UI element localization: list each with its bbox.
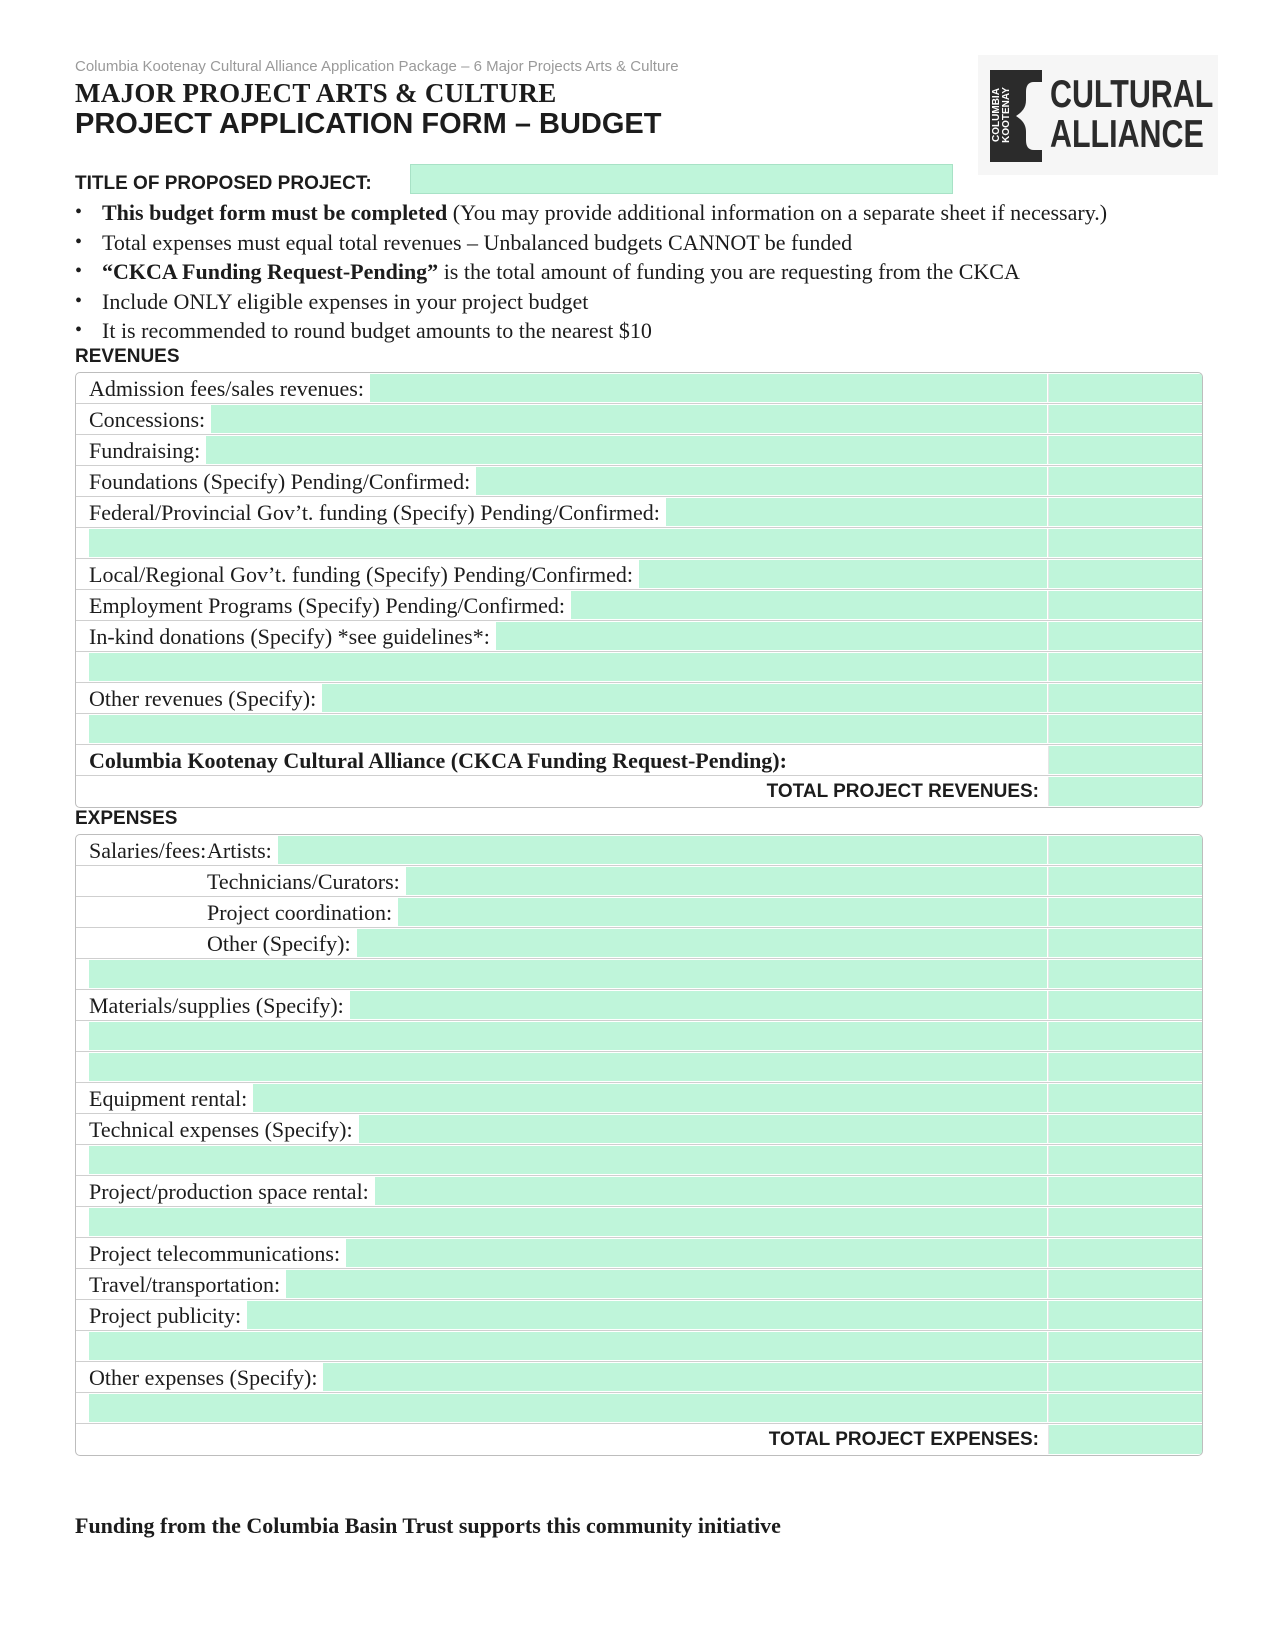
expense-label: Project/production space rental: bbox=[89, 1179, 369, 1204]
expense-label: Equipment rental: bbox=[89, 1086, 248, 1111]
total-revenues-row bbox=[76, 776, 1202, 807]
revenue-detail-input[interactable] bbox=[211, 405, 1047, 433]
revenue-row bbox=[76, 590, 1202, 621]
expense-row bbox=[76, 1176, 1202, 1207]
expense-detail-input[interactable] bbox=[247, 1301, 1047, 1329]
expense-amount-input[interactable] bbox=[1048, 1084, 1202, 1112]
salary-amount-input[interactable] bbox=[1048, 898, 1202, 926]
expense-amount-input[interactable] bbox=[1048, 1146, 1202, 1174]
salary-amount-input[interactable] bbox=[1048, 836, 1202, 864]
expense-amount-input[interactable] bbox=[1048, 1115, 1202, 1143]
revenue-label: Federal/Provincial Gov’t. funding (Specify) Pending/Confirmed: bbox=[89, 500, 660, 525]
revenue-row bbox=[76, 497, 1202, 528]
instruction-item bbox=[75, 198, 1107, 228]
total-revenues-label: TOTAL PROJECT REVENUES: bbox=[766, 781, 1039, 802]
revenue-label: Other revenues (Specify): bbox=[89, 686, 317, 711]
instruction-text: It is recommended to round budget amounts to the nearest $10 bbox=[102, 318, 652, 343]
total-revenues-amount-input[interactable] bbox=[1048, 777, 1202, 806]
instruction-bold: “CKCA Funding Request-Pending” bbox=[102, 259, 439, 284]
revenue-row bbox=[76, 621, 1202, 652]
expense-row bbox=[76, 1331, 1202, 1362]
form-title: MAJOR PROJECT ARTS & CULTURE bbox=[75, 78, 557, 108]
salary-label: Project coordination: bbox=[207, 900, 393, 925]
expense-amount-input[interactable] bbox=[1048, 1053, 1202, 1081]
revenue-detail-input[interactable] bbox=[496, 622, 1047, 650]
expense-row bbox=[76, 1300, 1202, 1331]
revenue-detail-input[interactable] bbox=[370, 374, 1047, 402]
logo-small-text: COLUMBIA KOOTENAY bbox=[991, 87, 1012, 143]
expense-detail-input[interactable] bbox=[359, 1115, 1047, 1143]
funding-note: Funding from the Columbia Basin Trust supports this community initiative bbox=[75, 1513, 781, 1538]
expense-row bbox=[76, 1114, 1202, 1145]
instruction-item bbox=[75, 287, 1107, 317]
instruction-text: Total expenses must equal total revenues – Unbalanced budgets CANNOT be funded bbox=[102, 229, 853, 255]
revenue-row bbox=[76, 435, 1202, 466]
revenues-heading: REVENUES bbox=[75, 346, 180, 367]
expense-row bbox=[76, 897, 1202, 928]
expense-amount-input[interactable] bbox=[1048, 960, 1202, 988]
revenue-detail-input[interactable] bbox=[89, 715, 1047, 743]
package-line: Columbia Kootenay Cultural Alliance Application Package – 6 Major Projects Arts & Culture bbox=[75, 58, 679, 75]
bullet-icon: • bbox=[75, 230, 83, 253]
salary-detail-input[interactable] bbox=[278, 836, 1047, 864]
revenue-amount-input[interactable] bbox=[1048, 436, 1202, 464]
expense-amount-input[interactable] bbox=[1048, 1394, 1202, 1422]
expenses-heading: EXPENSES bbox=[75, 808, 178, 829]
expense-detail-input[interactable] bbox=[89, 1053, 1047, 1081]
revenue-amount-input[interactable] bbox=[1048, 498, 1202, 526]
revenue-label: Foundations (Specify) Pending/Confirmed: bbox=[89, 469, 471, 494]
ckca-request-amount-input[interactable] bbox=[1048, 746, 1202, 774]
expense-amount-input[interactable] bbox=[1048, 1208, 1202, 1236]
revenue-amount-input[interactable] bbox=[1048, 405, 1202, 433]
expense-row bbox=[76, 1207, 1202, 1238]
expense-label: Project publicity: bbox=[89, 1303, 242, 1328]
cultural-alliance-logo bbox=[978, 55, 1218, 175]
expense-row bbox=[76, 959, 1202, 990]
expense-amount-input[interactable] bbox=[1048, 991, 1202, 1019]
revenue-label: Concessions: bbox=[89, 407, 206, 432]
expense-row bbox=[76, 1083, 1202, 1114]
instruction-item bbox=[75, 257, 1107, 287]
logo-wordmark bbox=[1050, 75, 1213, 155]
expense-row bbox=[76, 990, 1202, 1021]
revenue-label: Fundraising: bbox=[89, 438, 201, 463]
expense-detail-input[interactable] bbox=[89, 1394, 1047, 1422]
expense-detail-input[interactable] bbox=[89, 1332, 1047, 1360]
expense-label: Project telecommunications: bbox=[89, 1241, 341, 1266]
revenue-amount-input[interactable] bbox=[1048, 591, 1202, 619]
revenue-detail-input[interactable] bbox=[322, 684, 1047, 712]
revenue-amount-input[interactable] bbox=[1048, 622, 1202, 650]
instruction-bold: This budget form must be completed bbox=[102, 200, 448, 225]
instruction-text: Include ONLY eligible expenses in your project budget bbox=[102, 288, 589, 314]
revenue-row bbox=[76, 466, 1202, 497]
ckca-request-row bbox=[76, 745, 1202, 776]
logo-line-2: ALLIANCE bbox=[1050, 113, 1204, 156]
salary-label: Other (Specify): bbox=[207, 931, 351, 956]
logo-line-1: CULTURAL bbox=[1050, 73, 1214, 116]
revenue-label: Admission fees/sales revenues: bbox=[89, 376, 364, 401]
bullet-icon: • bbox=[75, 289, 83, 312]
expense-amount-input[interactable] bbox=[1048, 1301, 1202, 1329]
total-expenses-row bbox=[76, 1424, 1202, 1455]
expense-label: Technical expenses (Specify): bbox=[89, 1117, 353, 1142]
revenue-amount-input[interactable] bbox=[1048, 715, 1202, 743]
expense-detail-input[interactable] bbox=[89, 1208, 1047, 1236]
revenue-row bbox=[76, 652, 1202, 683]
expense-amount-input[interactable] bbox=[1048, 1177, 1202, 1205]
revenue-detail-input[interactable] bbox=[89, 653, 1047, 681]
expense-detail-input[interactable] bbox=[253, 1084, 1047, 1112]
revenue-detail-input[interactable] bbox=[206, 436, 1047, 464]
revenue-row bbox=[76, 559, 1202, 590]
bullet-icon: • bbox=[75, 319, 83, 341]
instruction-text: is the total amount of funding you are requesting from the CKCA bbox=[438, 259, 1020, 284]
expense-label: Travel/transportation: bbox=[89, 1272, 281, 1297]
expense-row bbox=[76, 1393, 1202, 1424]
salary-detail-input[interactable] bbox=[357, 929, 1047, 957]
expense-row bbox=[76, 1021, 1202, 1052]
expense-row bbox=[76, 1052, 1202, 1083]
expenses-table bbox=[75, 834, 1203, 1456]
expense-detail-input[interactable] bbox=[89, 1022, 1047, 1050]
expense-detail-input[interactable] bbox=[346, 1239, 1047, 1267]
revenue-detail-input[interactable] bbox=[89, 529, 1047, 557]
revenue-row bbox=[76, 683, 1202, 714]
expense-row bbox=[76, 928, 1202, 959]
revenue-amount-input[interactable] bbox=[1048, 653, 1202, 681]
revenue-label: Local/Regional Gov’t. funding (Specify) Pending/Confirmed: bbox=[89, 562, 633, 587]
revenue-label: Employment Programs (Specify) Pending/Confirmed: bbox=[89, 593, 565, 618]
revenue-detail-input[interactable] bbox=[639, 560, 1047, 588]
instructions-list bbox=[75, 198, 1107, 346]
expense-row bbox=[76, 835, 1202, 866]
revenue-detail-input[interactable] bbox=[476, 467, 1047, 495]
salary-amount-input[interactable] bbox=[1048, 929, 1202, 957]
expense-label: Materials/supplies (Specify): bbox=[89, 993, 344, 1018]
salary-label: Technicians/Curators: bbox=[207, 869, 400, 894]
expense-detail-input[interactable] bbox=[350, 991, 1047, 1019]
salary-detail-input[interactable] bbox=[398, 898, 1047, 926]
revenue-amount-input[interactable] bbox=[1048, 529, 1202, 557]
revenues-table bbox=[75, 372, 1203, 808]
salary-amount-input[interactable] bbox=[1048, 867, 1202, 895]
expense-detail-input[interactable] bbox=[286, 1270, 1047, 1298]
expense-detail-input[interactable] bbox=[375, 1177, 1047, 1205]
salary-label: Artists: bbox=[207, 838, 272, 863]
expense-row bbox=[76, 1145, 1202, 1176]
expense-amount-input[interactable] bbox=[1048, 1270, 1202, 1298]
expense-row bbox=[76, 1238, 1202, 1269]
revenue-row bbox=[76, 714, 1202, 745]
expense-detail-input[interactable] bbox=[323, 1363, 1047, 1391]
expense-detail-input[interactable] bbox=[89, 1146, 1047, 1174]
instruction-item bbox=[75, 316, 1107, 346]
revenue-amount-input[interactable] bbox=[1048, 374, 1202, 402]
revenue-label: In-kind donations (Specify) *see guidelines*: bbox=[89, 624, 490, 649]
expense-detail-input[interactable] bbox=[89, 960, 1047, 988]
project-title-input[interactable] bbox=[410, 164, 953, 194]
revenue-amount-input[interactable] bbox=[1048, 560, 1202, 588]
expense-row bbox=[76, 1362, 1202, 1393]
total-expenses-amount-input[interactable] bbox=[1048, 1425, 1202, 1454]
revenue-detail-input[interactable] bbox=[571, 591, 1047, 619]
expense-amount-input[interactable] bbox=[1048, 1022, 1202, 1050]
bullet-icon: • bbox=[75, 201, 83, 223]
salary-detail-input[interactable] bbox=[406, 867, 1047, 895]
instruction-text: (You may provide additional information on a separate sheet if necessary.) bbox=[447, 200, 1108, 225]
revenue-detail-input[interactable] bbox=[666, 498, 1047, 526]
revenue-amount-input[interactable] bbox=[1048, 684, 1202, 712]
expense-row bbox=[76, 1269, 1202, 1300]
project-title-label: TITLE OF PROPOSED PROJECT: bbox=[75, 173, 372, 194]
revenue-row bbox=[76, 404, 1202, 435]
revenue-row bbox=[76, 528, 1202, 559]
bullet-icon: • bbox=[75, 260, 83, 282]
expense-amount-input[interactable] bbox=[1048, 1363, 1202, 1391]
revenue-amount-input[interactable] bbox=[1048, 467, 1202, 495]
expense-amount-input[interactable] bbox=[1048, 1239, 1202, 1267]
instruction-item bbox=[75, 228, 1107, 258]
form-subtitle: PROJECT APPLICATION FORM – BUDGET bbox=[75, 108, 662, 140]
expense-amount-input[interactable] bbox=[1048, 1332, 1202, 1360]
total-expenses-label: TOTAL PROJECT EXPENSES: bbox=[768, 1429, 1039, 1450]
revenue-row bbox=[76, 373, 1202, 404]
expense-label: Other expenses (Specify): bbox=[89, 1365, 318, 1390]
expense-row bbox=[76, 866, 1202, 897]
salaries-label: Salaries/fees: bbox=[89, 838, 207, 863]
ckca-request-label: Columbia Kootenay Cultural Alliance (CKCA Funding Request-Pending): bbox=[89, 748, 787, 773]
